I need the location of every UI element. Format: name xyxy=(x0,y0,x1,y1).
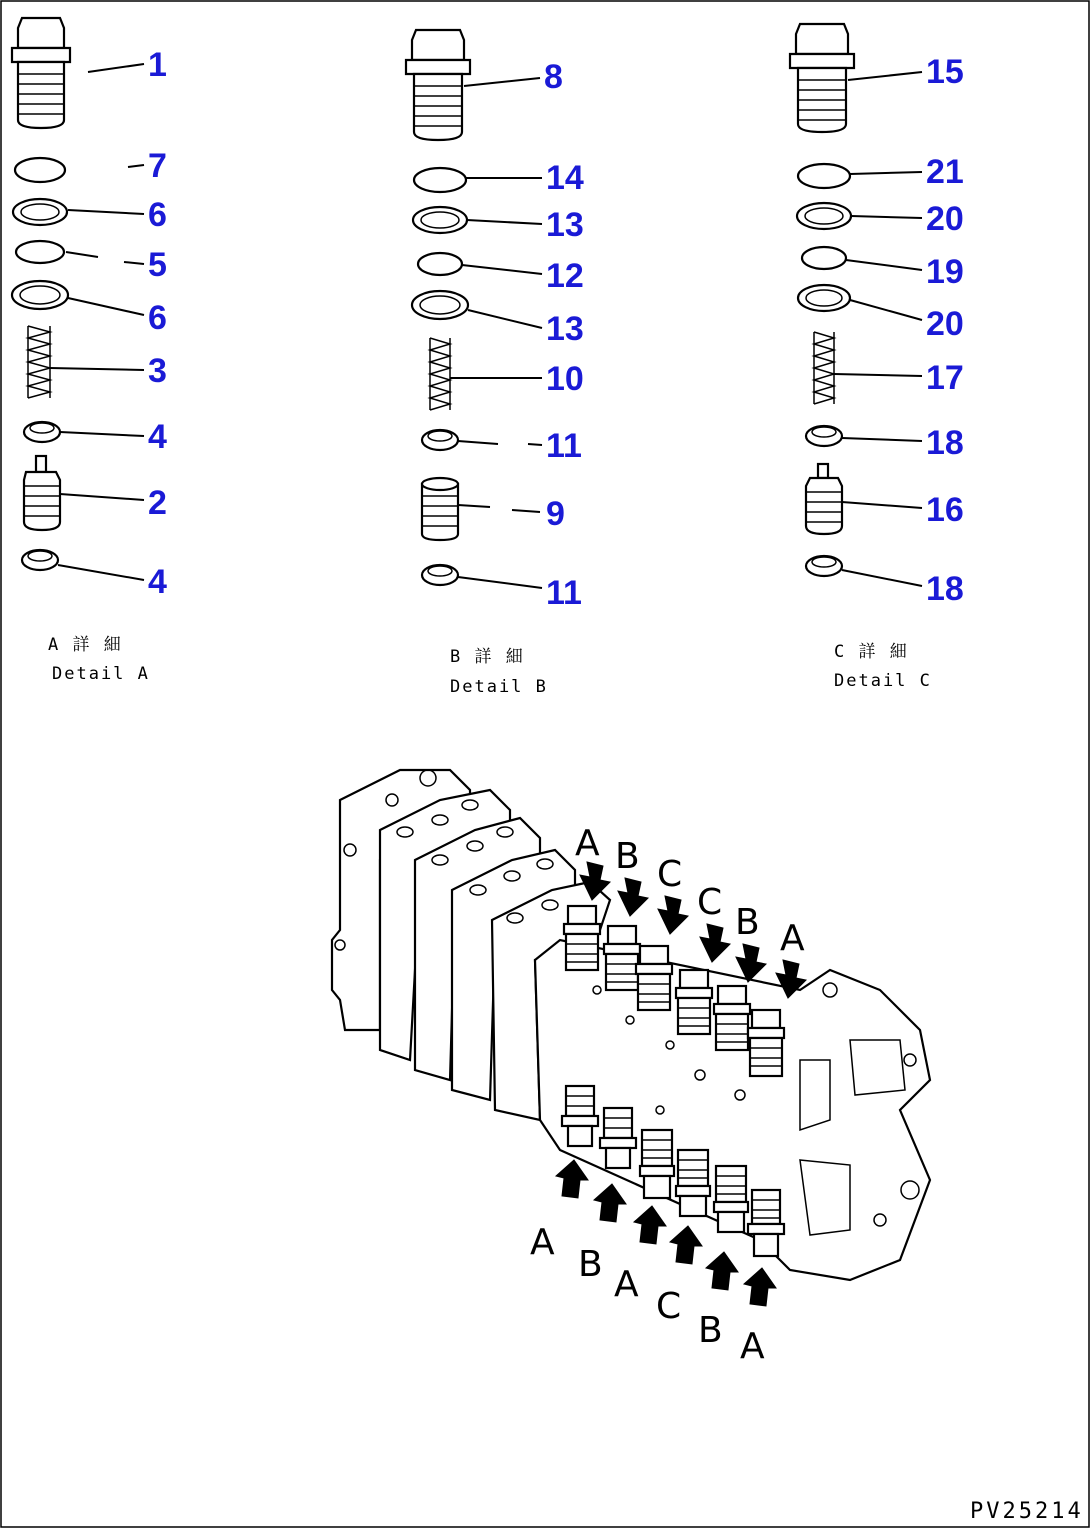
seat-icon xyxy=(22,550,58,570)
detail-caption-jp: A 詳 細 xyxy=(48,635,123,655)
callout-number: 2 xyxy=(148,484,167,522)
callout-number: 8 xyxy=(544,58,563,96)
callout-number: 18 xyxy=(926,570,964,608)
detail-caption-en: Detail B xyxy=(450,677,548,697)
relief-valve-icon xyxy=(676,970,712,1034)
plug-icon xyxy=(406,30,470,140)
callout-number: 10 xyxy=(546,360,584,398)
arrow-label: C xyxy=(697,882,723,923)
callout-number: 4 xyxy=(148,563,167,601)
relief-valve-icon xyxy=(562,1086,598,1146)
callout-number: 13 xyxy=(546,310,584,348)
poppet-icon xyxy=(422,478,458,540)
seat-icon xyxy=(24,422,60,442)
callout-number: 9 xyxy=(546,495,565,533)
relief-valve-icon xyxy=(604,926,640,990)
callout-number: 16 xyxy=(926,491,964,529)
arrow-down-icon xyxy=(700,924,730,962)
callout-number: 1 xyxy=(148,46,167,84)
relief-valve-icon xyxy=(676,1150,710,1216)
callout-number: 4 xyxy=(148,418,167,456)
arrow-label: B xyxy=(578,1244,603,1285)
relief-valve-icon xyxy=(640,1130,674,1198)
arrow-label: B xyxy=(615,836,640,877)
o-ring-icon xyxy=(798,164,850,188)
callout-number: 20 xyxy=(926,305,964,343)
callout-number: 11 xyxy=(546,574,582,612)
relief-valve-icon xyxy=(564,906,600,970)
relief-valve-icon xyxy=(714,986,750,1050)
arrow-up-icon xyxy=(706,1252,738,1290)
arrow-label: B xyxy=(698,1310,723,1351)
poppet-icon xyxy=(24,456,60,530)
spring-icon xyxy=(430,338,450,410)
arrow-label: A xyxy=(740,1326,765,1367)
o-ring-icon xyxy=(802,247,846,269)
arrow-up-icon xyxy=(556,1160,588,1198)
callout-number: 13 xyxy=(546,206,584,244)
arrow-label: A xyxy=(614,1264,639,1305)
callout-number: 17 xyxy=(926,359,964,397)
seat-icon xyxy=(806,426,842,446)
callout-number: 20 xyxy=(926,200,964,238)
relief-valve-icon xyxy=(714,1166,748,1232)
detail-c xyxy=(790,24,964,691)
o-ring-icon xyxy=(15,158,65,182)
detail-caption-en: Detail A xyxy=(52,664,150,684)
arrow-label: C xyxy=(657,854,683,895)
detail-caption-en: Detail C xyxy=(834,671,932,691)
plug-icon xyxy=(12,18,70,128)
relief-valve-icon xyxy=(600,1108,636,1168)
relief-valve-icon xyxy=(748,1010,784,1076)
detail-caption-jp: C 詳 細 xyxy=(834,642,909,662)
arrow-down-icon xyxy=(618,878,648,916)
callout-number: 6 xyxy=(148,299,167,337)
callout-number: 21 xyxy=(926,153,964,191)
detail-b xyxy=(406,30,584,697)
callout-number: 19 xyxy=(926,253,964,291)
arrow-label: A xyxy=(575,823,600,864)
callout-number: 11 xyxy=(546,427,582,465)
callout-number: 7 xyxy=(148,147,167,185)
arrow-label: B xyxy=(735,902,760,943)
spring-icon xyxy=(814,332,834,404)
arrow-label: A xyxy=(780,918,805,959)
callout-number: 12 xyxy=(546,257,584,295)
seat-icon xyxy=(422,430,458,450)
callout-number: 14 xyxy=(546,159,584,197)
callout-number: 15 xyxy=(926,53,964,91)
drawing-code: PV25214 xyxy=(970,1499,1084,1524)
callout-number: 6 xyxy=(148,196,167,234)
arrow-label: A xyxy=(530,1222,555,1263)
poppet-icon xyxy=(806,464,842,534)
callout-number: 18 xyxy=(926,424,964,462)
arrow-up-icon xyxy=(744,1268,776,1306)
arrow-up-icon xyxy=(670,1226,702,1264)
plug-icon xyxy=(790,24,854,132)
detail-caption-jp: B 詳 細 xyxy=(450,647,525,667)
arrow-down-icon xyxy=(736,944,766,982)
arrow-down-icon xyxy=(658,896,688,934)
seat-icon xyxy=(806,556,842,576)
seat-icon xyxy=(422,565,458,585)
arrow-label: C xyxy=(656,1286,682,1327)
o-ring-icon xyxy=(414,168,466,192)
arrow-up-icon xyxy=(634,1206,666,1244)
callout-number: 3 xyxy=(148,352,167,390)
o-ring-icon xyxy=(418,253,462,275)
o-ring-icon xyxy=(16,241,64,263)
detail-a xyxy=(12,18,167,684)
relief-valve-icon xyxy=(748,1190,784,1256)
arrow-up-icon xyxy=(594,1184,626,1222)
relief-valve-icon xyxy=(636,946,672,1010)
spring-icon xyxy=(28,326,50,398)
callout-number: 5 xyxy=(148,246,167,284)
